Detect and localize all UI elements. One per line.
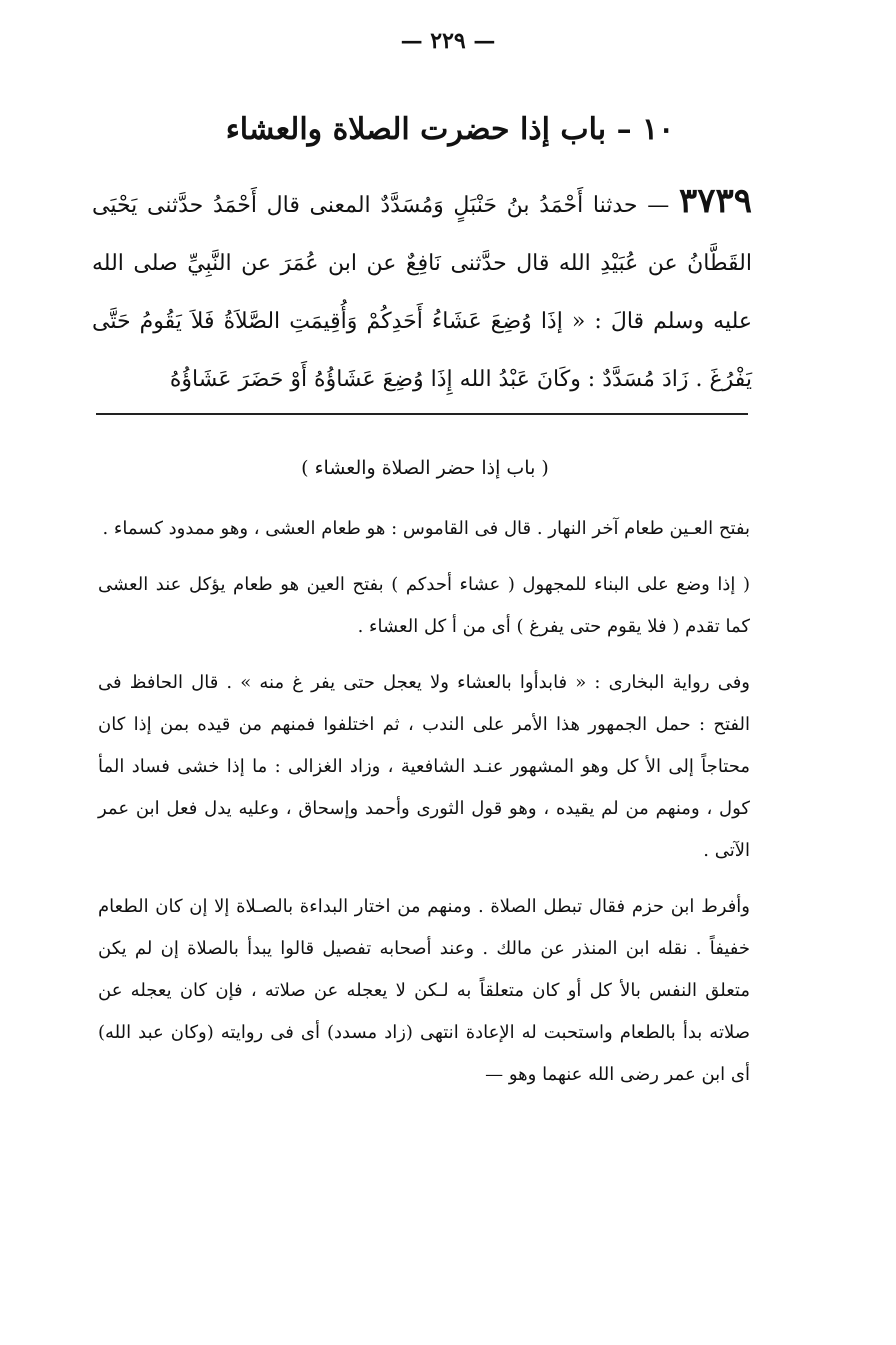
hadith-text (92, 172, 752, 409)
page-number: — ٢٢٩ — (400, 28, 496, 54)
commentary-paragraph: بفتح العـين طعام آخر النهار . قال فى القاموس : هو طعام العشى ، وهو ممدود كسماء . (102, 518, 750, 539)
hadith-body: — حدثنا أَحْمَدُ بنُ حَنْبَلٍ وَمُسَدَّدٌ المعنى قال أَحْمَدُ حدَّثنى يَحْيَى القَطَّانُ عن عُبَيْدِ الله قال حدَّثنى نَافِعٌ عن ابن عُمَرَ عن النَّبِيِّ صلى الله عليه وسلم قالَ : « إذَا وُضِعَ عَشَاءُ أَحَدِكُمْ وَأُقِيمَتِ الصَّلاَةُ فَلاَ يَقُومُ حَتَّى يَفْرُغَ . زَادَ مُسَدَّدٌ : وكَانَ عَبْدُ الله إِذَا وُضِعَ عَشَاؤُهُ أَوْ حَضَرَ عَشَاؤُهُ (92, 193, 752, 392)
commentary-paragraph: ( إذا وضع على البناء للمجهول ( عشاء أحدكم ) بفتح العين هو طعام يؤكل عند العشى كما تقدم ( فلا يقوم حتى يفرغ ) أى من أ كل العشاء . (98, 574, 750, 637)
commentary-paragraph: وفى رواية البخارى : « فابدأوا بالعشاء ولا يعجل حتى يفر غ منه » . قال الحافظ فى الفتح : حمل الجمهور هذا الأمر على الندب ، ثم اختلفوا فمنهم من قيده بمن إذا كان محتاجاً إلى الأ كل وهو المشهور عنـد الشافعية ، وزاد الغزالى : ما إذا خشى فساد المأ كول ، ومنهم من لم يقيده ، وهو قول الثورى وأحمد وإسحاق ، وعليه يدل فعل ابن عمر الآتى . (98, 672, 750, 861)
commentary-heading: ( باب إذا حضر الصلاة والعشاء ) (301, 457, 549, 479)
commentary (98, 508, 750, 1110)
hadith-number: ٣٧٣٩ (678, 181, 752, 221)
chapter-title: ١٠ – باب إذا حضرت الصلاة والعشاء (225, 112, 675, 147)
commentary-paragraph: وأفرط ابن حزم فقال تبطل الصلاة . ومنهم من اختار البداءة بالصـلاة إلا إن كان الطعام خفيفاً . نقله ابن المنذر عن مالك . وعند أصحابه تفصيل قالوا يبدأ بالصلاة إن لم يكن متعلق النفس بالأ كل أو كان متعلقاً به لـكن لا يعجله عن صلاته ، فإن كان يعجله عن صلاته بدأ بالطعام واستحبت له الإعادة انتهى (زاد مسدد) أى فى روايته (وكان عبد الله) أى ابن عمر رضى الله عنهما وهو — (98, 896, 750, 1085)
divider-line (96, 413, 748, 415)
